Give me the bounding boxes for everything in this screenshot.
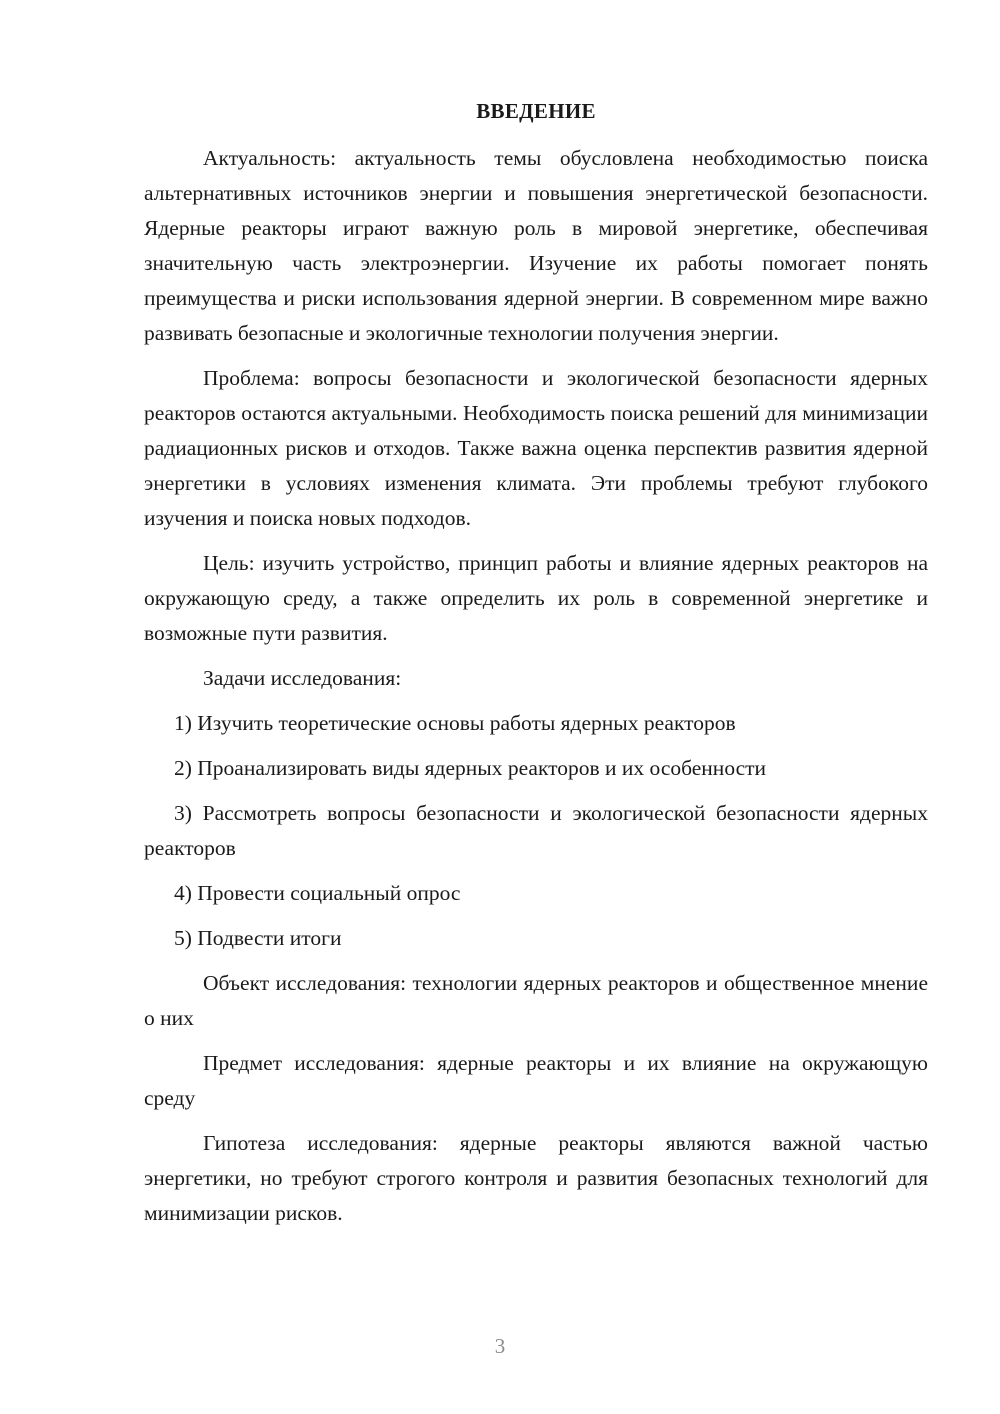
section-title: ВВЕДЕНИЕ [476, 99, 596, 123]
tasks-heading: Задачи исследования: [203, 666, 402, 690]
task-item: 4) Провести социальный опрос [174, 881, 461, 905]
document-body [144, 94, 928, 1241]
task-item: 2) Проанализировать виды ядерных реакторов и их особенности [174, 756, 767, 780]
subject-paragraph: Предмет исследования: ядерные реакторы и их влияние на окружающую среду [144, 1051, 928, 1110]
task-item: 5) Подвести итоги [174, 926, 342, 950]
page-number: 3 [494, 1334, 506, 1358]
goal-paragraph: Цель: изучить устройство, принцип работы и влияние ядерных реакторов на окружающую среду, а также определить их роль в современной энергетике и возможные пути развития. [144, 551, 928, 645]
problem-paragraph: Проблема: вопросы безопасности и экологической безопасности ядерных реакторов остаются актуальными. Необходимость поиска решений для минимизации радиационных рисков и отходов. Также важна оценка перспектив развития ядерной энергетики в условиях изменения климата. Эти проблемы требуют глубокого изучения и поиска новых подходов. [144, 366, 928, 530]
hypothesis-paragraph: Гипотеза исследования: ядерные реакторы являются важной частью энергетики, но требуют строгого контроля и развития безопасных технологий для минимизации рисков. [144, 1131, 928, 1225]
task-item: 1) Изучить теоретические основы работы ядерных реакторов [174, 711, 736, 735]
relevance-paragraph: Актуальность: актуальность темы обусловлена необходимостью поиска альтернативных источников энергии и повышения энергетической безопасности. Ядерные реакторы играют важную роль в мировой энергетике, обеспечивая значительную часть электроэнергии. Изучение их работы помогает понять преимущества и риски использования ядерной энергии. В современном мире важно развивать безопасные и экологичные технологии получения энергии. [144, 146, 928, 345]
task-item: 3) Рассмотреть вопросы безопасности и экологической безопасности ядерных реакторов [144, 801, 928, 860]
object-paragraph: Объект исследования: технологии ядерных реакторов и общественное мнение о них [144, 971, 928, 1030]
